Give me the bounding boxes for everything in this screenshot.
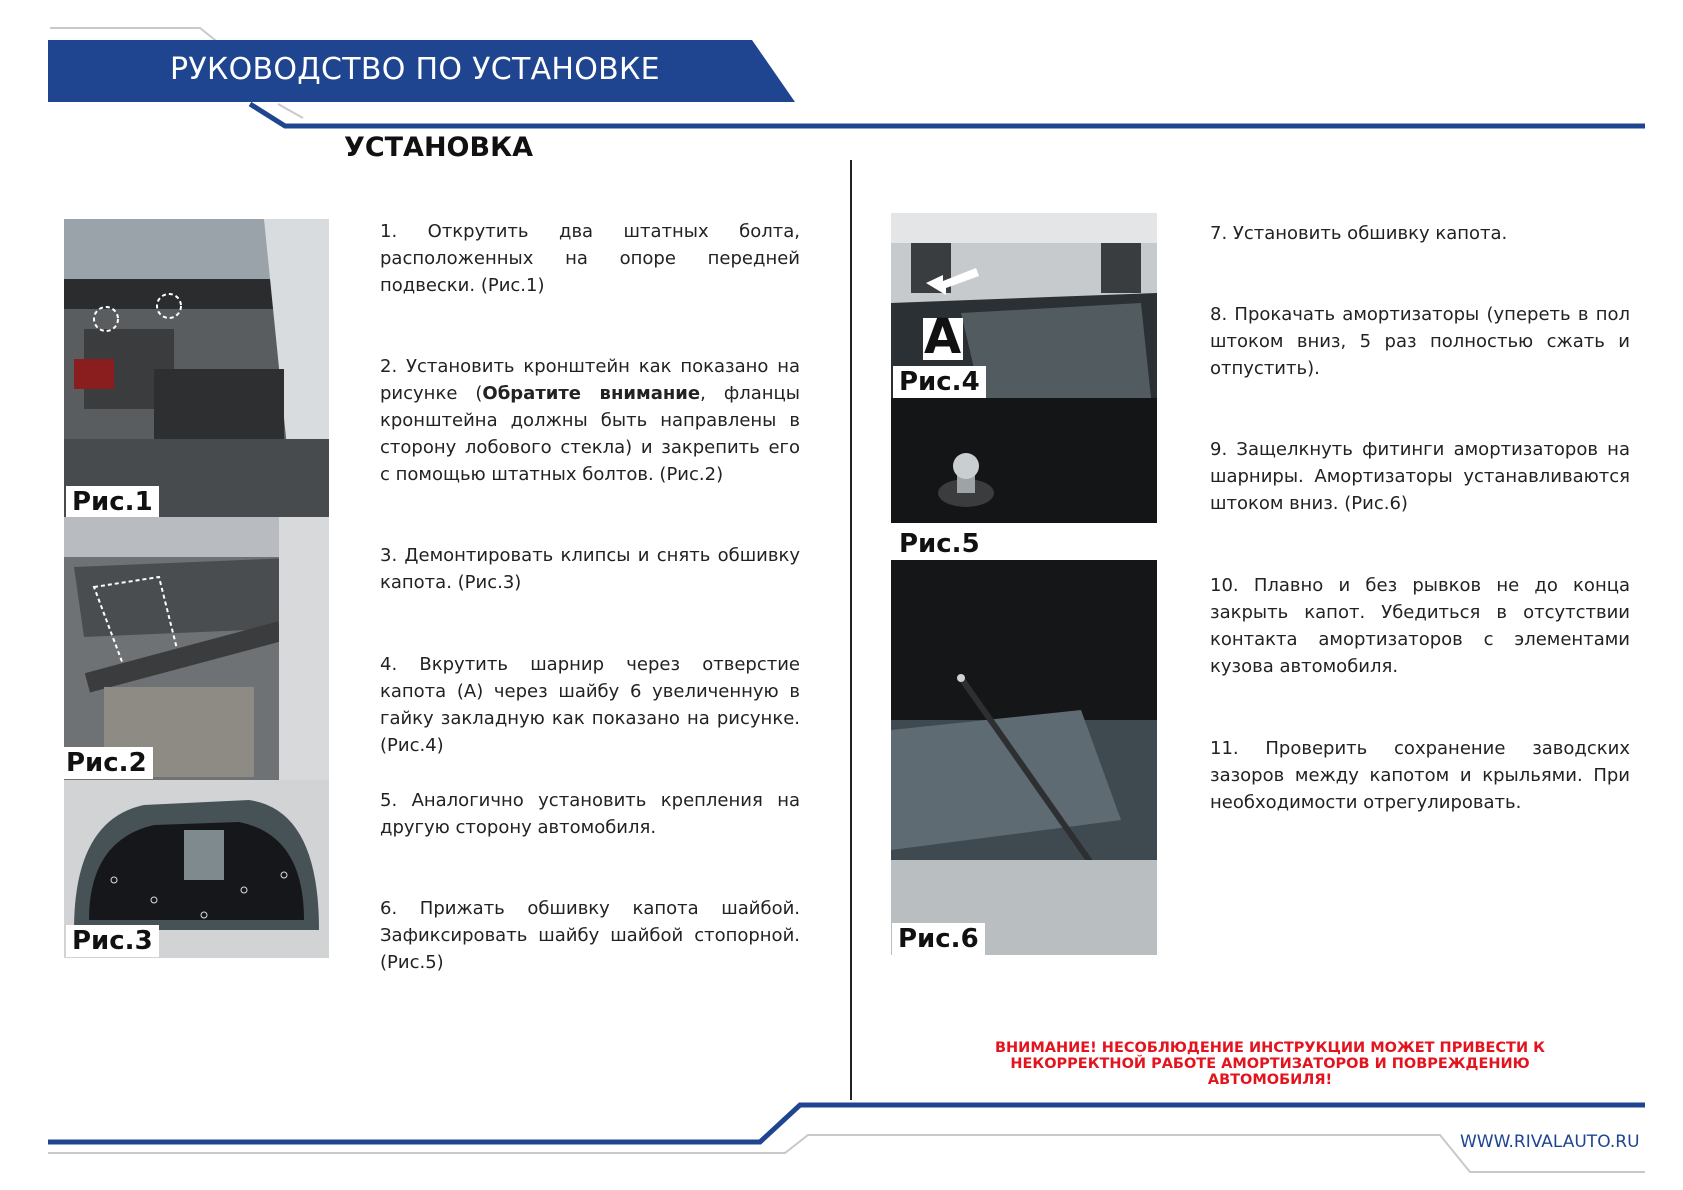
step-9: 9. Защелкнуть фитинги амортизаторов на шарниры. Амортизаторы устанавливаются штоком вниз. (Рис.6) (1210, 439, 1630, 514)
step-10: 10. Плавно и без рывков не до конца закрыть капот. Убедиться в отсутствии контакта амортизаторов с элементами кузова автомобиля. (1210, 575, 1630, 677)
step-5: 5. Аналогично установить крепления на другую сторону автомобиля. (380, 790, 800, 838)
step-7: 7. Установить обшивку капота. (1210, 223, 1508, 244)
section-title: УСТАНОВКА (344, 132, 534, 163)
header-title: РУКОВОДСТВО ПО УСТАНОВКЕ (170, 52, 660, 87)
step-2-text-start: 2. Установить кронштейн как показано на рисунке ( (380, 356, 800, 404)
figure-4-marker: А (924, 309, 962, 365)
figure-6-label: Рис.6 (892, 923, 985, 955)
step-2-bold-note: Обратите внимание (482, 383, 701, 404)
warning-line-3: АВТОМОБИЛЯ! (1207, 1072, 1333, 1088)
step-4: 4. Вкрутить шарнир через отверстие капота (А) через шайбу 6 увеличенную в гайку закладную как показано на рисунке. (Рис.4) (380, 654, 800, 756)
website-link[interactable]: WWW.RIVALAUTO.RU (1460, 1132, 1640, 1152)
figure-3-label: Рис.3 (66, 925, 159, 957)
step-11: 11. Проверить сохранение заводских зазоров между капотом и крыльями. При необходимости отрегулировать. (1210, 738, 1630, 813)
figure-1-label: Рис.1 (66, 486, 159, 518)
step-2-text-end: , фланцы кронштейна должны быть направлены в сторону лобового стекла) и закрепить его с помощью штатных болтов. (Рис.2) (380, 383, 800, 485)
figure-6-photo (891, 560, 1157, 955)
step-6: 6. Прижать обшивку капота шайбой. Зафиксировать шайбу шайбой стопорной. (Рис.5) (380, 898, 800, 973)
step-2 (380, 353, 800, 488)
warning-note (990, 1040, 1550, 1088)
figure-2-label: Рис.2 (60, 747, 153, 779)
warning-line-1: ВНИМАНИЕ! НЕСОБЛЮДЕНИЕ ИНСТРУКЦИИ МОЖЕТ ПРИВЕСТИ К (995, 1040, 1545, 1056)
figure-2-photo (64, 517, 329, 780)
figure-4-label: Рис.4 (893, 366, 986, 398)
step-3: 3. Демонтировать клипсы и снять обшивку капота. (Рис.3) (380, 545, 800, 593)
figure-1-photo (64, 219, 329, 517)
column-divider (850, 160, 852, 1100)
figure-5-label: Рис.5 (893, 528, 986, 560)
step-8: 8. Прокачать амортизаторы (упереть в пол штоком вниз, 5 раз полностью сжать и отпустить). (1210, 304, 1630, 379)
step-1: 1. Открутить два штатных болта, расположенных на опоре передней подвески. (Рис.1) (380, 221, 800, 296)
warning-line-2: НЕКОРРЕКТНОЙ РАБОТЕ АМОРТИЗАТОРОВ И ПОВРЕЖДЕНИЮ (1010, 1056, 1530, 1072)
